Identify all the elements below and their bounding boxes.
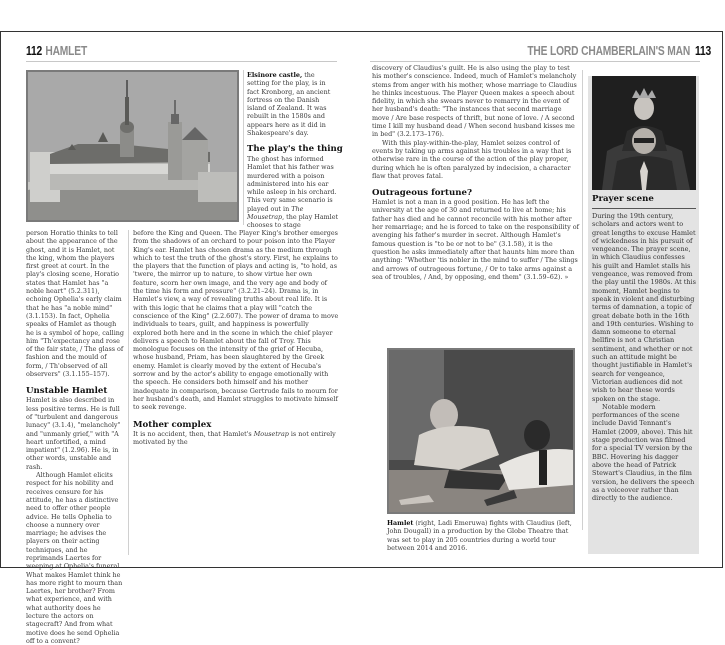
right-column-rule [582, 70, 583, 530]
left-page-number: 112 [26, 44, 43, 58]
section-heading-unstable-hamlet: Unstable Hamlet [26, 386, 108, 397]
sidebar-text [592, 212, 696, 502]
section1-intro-text: The ghost has informed Hamlet that his father was murdered with a poison administered into his ear while asleep in his orchard. This very same scenario is played out in [247, 155, 337, 213]
left-page-header [26, 44, 87, 62]
fight-scene-illustration [389, 350, 573, 512]
right-col1-para2: With this play-within-the-play, Hamlet seizes control of events by taking up arms against his troubles in a way that is otherwise rare in the course of the action of the play proper, during which he is often paralyzed by indecision, a character flaw that proves fatal. [372, 138, 572, 180]
fight-caption-text: (right, Ladi Emeruwa) fights with Claudius (left, John Dougall) in a production by the Globe Theatre that was set to play in 205 countries during a world tour between 2014 and 2016. [387, 519, 572, 552]
sidebar-para2: Notable modern performances of the scene include David Tennant's Hamlet (2009, above). This hit stage production was filmed for a special TV version by the BBC. Hovering his dagger above the head of Patrick Stewart's Claudius, in the film version, he delivers the speech as a voiceover rather than directly to the audience. [592, 402, 695, 503]
globe-hamlet-fight-photo [387, 348, 575, 514]
left-col1-para1: person Horatio thinks to tell about the appearance of the ghost, and it is Hamlet, not the king, whom the players first greet at court. In the play's closing scene, Horatio states that Hamlet has "a noble heart" (5.2.311), echoing Ophelia's early claim that he has "a noble mind" (3.1.153). In fact, Ophelia speaks of Hamlet as though he is a symbol of hope, calling him "Th'expectancy and rose of the fair state, / The glass of fashion and the mould of form, / Th'observed of all observers" (3.1.155–157). [26, 229, 124, 379]
tennant-stewart-photo [592, 76, 696, 190]
section-heading-plays-the-thing: The play's the thing [247, 144, 343, 154]
sidebar-heading-prayer-scene: Prayer scene [592, 194, 654, 204]
mousetrap-title: The Mousetrap [247, 204, 304, 222]
castle-caption [247, 71, 339, 137]
left-column-rule-upper [243, 70, 244, 225]
right-page-number: 113 [694, 44, 711, 58]
section1-intro [247, 155, 339, 230]
right-page-header [527, 44, 711, 62]
sidebar-heading-rule [592, 208, 696, 209]
left-col2-para1: before the King and Queen. The Player King's brother emerges from the shadows of an orchard to pour poison into the Player King's ear. Hamlet has chosen drama as the medium through which to test the truth of the ghost's story. First, he explains to the players that the function of plays and acting is, "to hold, as 'twere, the mirror up to nature, to show virtue her own feature, scorn her own image, and the very age and body of the time his form and pressure" (3.2.21–24). Drama is, in Hamlet's view, a way of revealing truths about real life. It is with this logic that he claims that a play will "catch the conscience of the King" (2.2.607). The power of drama to move individuals to tears, guilt, and happiness is powerfully explored both here and in the scene in which the chief player delivers a speech to Hamlet about the fall of Troy. This monologue focuses on the intensity of the grief of Hecuba, whose husband, Priam, has been slaughtered by the Greek enemy. Hamlet is clearly moved by the extent of Hecuba's sorrow and by the actor's ability to engage emotionally with the speech. He considers both himself and his mother inadequate in comparison, because Gertrude fails to mourn for her husband's death, and Hamlet struggles to motivate himself to seek revenge. [133, 229, 339, 412]
left-col2-para2 [133, 430, 339, 447]
left-col2-para2-start: It is no accident, then, that Hamlet's [133, 429, 254, 438]
left-col2-para2-end: is not entirely motivated by the [133, 429, 336, 446]
castle-caption-text: the setting for the play, is in fact Kronborg, an ancient fortress on the Danish island of Zealand. It was rebuilt in the 1580s and appears here as it did in Shakespeare's day. [247, 71, 331, 138]
left-col2-text [133, 229, 339, 446]
section1-intro-end: , the play Hamlet chooses to stage [247, 213, 339, 230]
left-running-title: HAMLET [45, 44, 88, 58]
castle-illustration [28, 72, 237, 220]
left-col1-para3: Although Hamlet elicits respect for his nobility and receives censure for his attitude, he has a distinctive need to offer other people advice. He tells Ophelia to choose a nunnery over marriage; he advises the players on their acting techniques, and he reprimands Laertes for weeping at Ophelia's funeral. What makes Hamlet think he has more right to mourn than Laertes, her brother? From what experience, and with what authority does he lecture the actors on stagecraft? And from what motive does he send Ophelia off to a convent? [26, 471, 123, 645]
left-col1-para2: Hamlet is also described in less positive terms. He is full of "turbulent and dangerous lunacy" (3.1.4), "melancholy" and "unmanly grief," with "A heart unfortified, a mind impatient" (1.2.96). He is, in other words, unstable and rash. [26, 396, 121, 471]
castle-caption-bold: Elsinore castle, [247, 71, 303, 79]
section-heading-outrageous-fortune: Outrageous fortune? [372, 188, 473, 199]
fight-caption-bold: Hamlet [387, 519, 414, 527]
left-col1-text [26, 229, 124, 645]
right-col1-para1: discovery of Claudius's guilt. He is also using the play to test his mother's conscience. Indeed, much of Hamlet's melancholy stems from anger with his mother, whose marriage to Claudius he thinks incestuous. The Player Queen makes a speech about fidelity, in which she swears never to remarry in the event of her husband's death: "The instances that second marriage move / Are base respects of thrift, but none of love. / A second time I kill my husband dead / When second husband kisses me in bed" (3.2.173–176). [372, 64, 577, 139]
elsinore-castle-photo [26, 70, 239, 222]
prayer-scene-illustration [592, 76, 696, 190]
right-running-title: THE LORD CHAMBERLAIN'S MAN [527, 44, 691, 58]
sidebar-para1: During the 19th century, scholars and actors went to great lengths to excuse Hamlet of wickedness in his pursuit of vengeance. The prayer scene, in which Claudius confesses his guilt and Hamlet stalls his vengeance, was removed from the play until the 1980s. At this moment, Hamlet begins to speak in violent and disturbing terms of damnation, a topic of great debate both in the 16th and 19th centuries. Wishing to damn someone to eternal hellfire is not a Christian sentiment, and whether or not such an attitude might be thought justifiable in Hamlet's search for vengeance, Victorian audiences did not wish to hear these words spoken on the stage. [592, 212, 696, 403]
left-column-rule-lower [128, 230, 129, 555]
fight-caption [387, 519, 577, 552]
right-col1-text [372, 64, 580, 281]
mousetrap-title-2: Mousetrap [253, 429, 289, 438]
left-header-rule [26, 61, 337, 62]
section-heading-mother-complex: Mother complex [133, 419, 212, 430]
right-col1-para3: Hamlet is not a man in a good position. He has left the university at the age of 30 and returned to live at home; his father has died and he cannot reconcile with his mother after her remarriage; and he is forced to take on the responsibility of avenging his father's murder in secret. Although Hamlet's famous question is "to be or not to be" (3.1.58), it is the question he asks immediately after that haunts him more than anything: "Whether 'tis nobler in the mind to suffer / The slings and arrows of outrageous fortune, / Or to take arms against a sea of troubles, / And, by opposing, end them" (3.1.59–62). » [372, 198, 579, 281]
right-header-rule [370, 61, 700, 62]
